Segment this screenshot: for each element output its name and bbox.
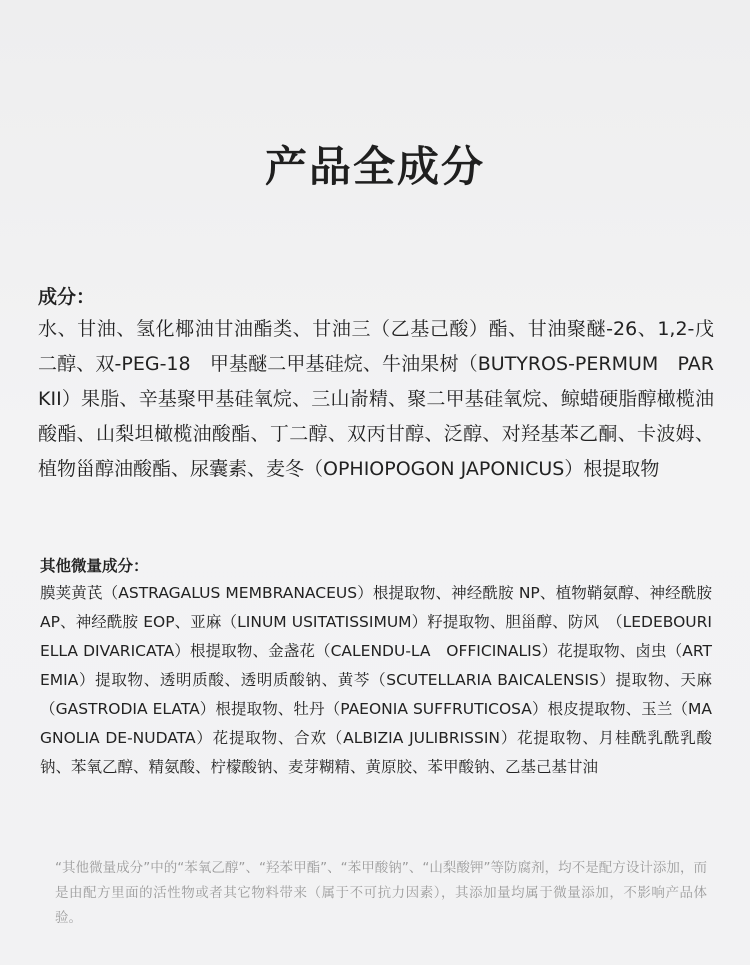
trace-ingredients-heading: 其他微量成分：	[40, 557, 149, 575]
preservative-note: “其他微量成分”中的“苯氧乙醇”、“羟苯甲酯”、“苯甲酸钠”、“山梨酸钾”等防腐剂，均不是配方设计添加，而是由配方里面的活性物或者其它物料带来（属于不可抗力因素），其添加量均属于微量添加，不影响产品体验。	[55, 860, 707, 926]
main-ingredients-list: 水、甘油、氢化椰油甘油酯类、甘油三（乙基己酸）酯、甘油聚醚-26、1,2-戊二醇、双-PEG-18 甲基醚二甲基硅烷、牛油果树（BUTYROS-PERMUM PARKII）果脂、辛基聚甲基硅氧烷、三山嵛精、聚二甲基硅氧烷、鲸蜡硬脂醇橄榄油酸酯、山梨坦橄榄油酸酯、丁二醇、双丙甘醇、泛醇、对羟基苯乙酮、卡波姆、植物甾醇油酸酯、尿囊素、麦冬（OPHIOPOGON JAPONICUS）根提取物	[38, 318, 714, 480]
main-ingredients-heading: 成分：	[38, 286, 96, 308]
page-title: 产品全成分	[264, 142, 485, 191]
trace-ingredients-list: 膜荚黄芪（ASTRAGALUS MEMBRANACEUS）根提取物、神经酰胺 NP、植物鞘氨醇、神经酰胺 AP、神经酰胺 EOP、亚麻（LINUM USITATISSIMUM）籽提取物、胆甾醇、防风 （LEDEBOURIELLA DIVARICATA）根提取物、金盏花（CALENDU-LA OFFICINALIS）花提取物、卤虫（ARTEMIA）提取物、透明质酸、透明质酸钠、黄芩（SCUTELLARIA BAICALENSIS）提取物、天麻（GASTRODIA ELATA）根提取物、牡丹（PAEONIA SUFFRUTICOSA）根皮提取物、玉兰（MAGNOLIA DE-NUDATA）花提取物、合欢（ALBIZIA JULIBRISSIN）花提取物、月桂酰乳酰乳酸钠、苯氧乙醇、精氨酸、柠檬酸钠、麦芽糊精、黄原胶、苯甲酸钠、乙基己基甘油	[40, 584, 712, 776]
